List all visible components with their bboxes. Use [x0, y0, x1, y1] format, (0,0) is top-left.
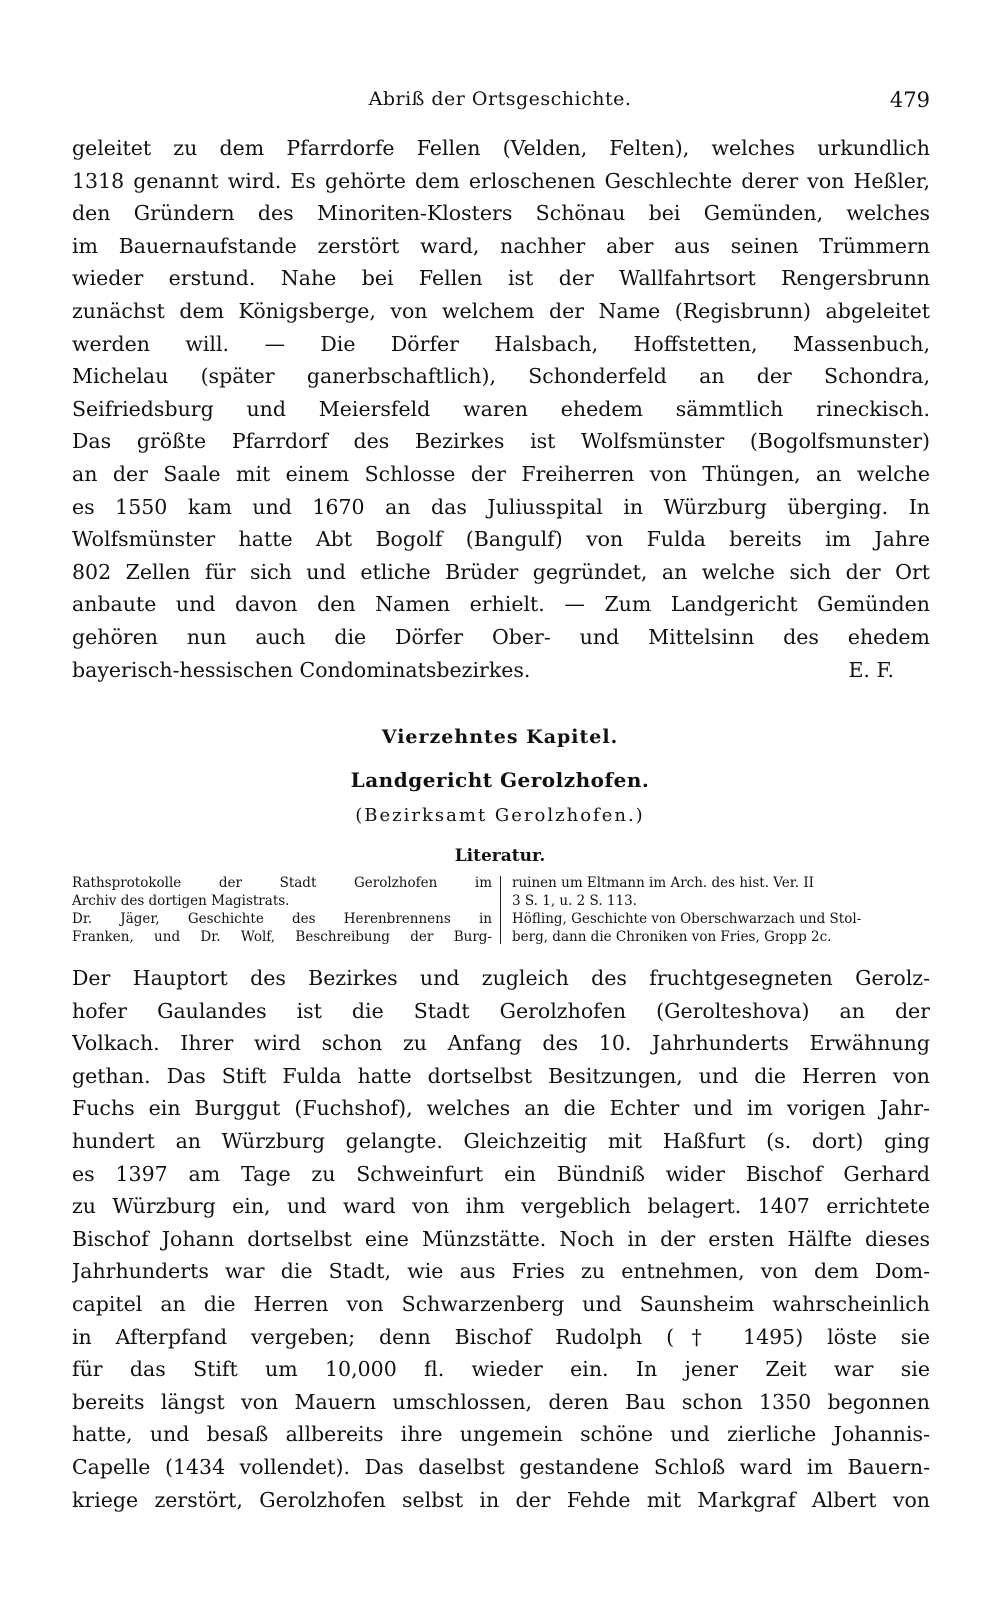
text-line: werden will. — Die Dörfer Halsbach, Hoffstetten, Massenbuch,: [72, 331, 930, 356]
text-line: Der Hauptort des Bezirkes und zugleich des fruchtgesegneten Gerolz-: [72, 966, 930, 990]
text-line: 802 Zellen für sich und etliche Brüder gegründet, an welche sich der Ort: [72, 559, 930, 584]
text-line: zu Würzburg ein, und ward von ihm vergeblich belagert. 1407 errichtete: [72, 1194, 930, 1219]
literature-line: Franken, und Dr. Wolf, Beschreibung der Burg-: [72, 929, 492, 945]
author-initials: E. F.: [848, 657, 894, 682]
text-line: 1318 genannt wird. Es gehörte dem erloschenen Geschlechte derer von Heßler,: [72, 168, 930, 193]
page-header: [70, 88, 930, 118]
literature-line: Archiv des dortigen Magistrats.: [72, 893, 290, 909]
text-line: es 1550 kam und 1670 an das Juliusspital in Würzburg überging. In: [72, 494, 930, 519]
literature-line: 3 S. 1, u. 2 S. 113.: [512, 893, 637, 909]
literature-line: Dr. Jäger, Geschichte des Herenbrennens in: [72, 911, 492, 927]
text-line: Wolfsmünster hatte Abt Bogolf (Bangulf) von Fulda bereits im Jahre: [72, 527, 930, 552]
section-title: Landgericht Gerolzhofen.: [350, 768, 650, 792]
text-line: Volkach. Ihrer wird schon zu Anfang des 10. Jahrhunderts Erwähnung: [72, 1031, 930, 1056]
text-line: in Afterpfand vergeben; denn Bischof Rudolph († 1495) löste sie: [72, 1324, 930, 1349]
text-line: Seifriedsburg und Meiersfeld waren ehedem sämmtlich rineckisch.: [72, 396, 930, 421]
text-line: hatte, und besaß allbereits ihre ungemein schöne und zierliche Johannis-: [72, 1422, 930, 1447]
text-line: gehören nun auch die Dörfer Ober- und Mittelsinn des ehedem: [72, 624, 930, 649]
text-line: im Bauernaufstande zerstört ward, nachher aber aus seinen Trümmern: [72, 233, 930, 258]
literature-column-right: [512, 874, 930, 946]
text-line: Bischof Johann dortselbst eine Münzstätte. Noch in der ersten Hälfte dieses: [72, 1226, 930, 1251]
chapter-title: Vierzehntes Kapitel.: [381, 726, 619, 748]
text-line: an der Saale mit einem Schlosse der Freiherren von Thüngen, an welche: [72, 461, 930, 486]
text-line: hundert an Würzburg gelangte. Gleichzeitig mit Haßfurt (s. dort) ging: [72, 1128, 930, 1153]
text-line: gethan. Das Stift Fulda hatte dortselbst Besitzungen, und die Herren von: [72, 1063, 930, 1088]
text-line: Das größte Pfarrdorf des Bezirkes ist Wolfsmünster (Bogolfsmunster): [72, 429, 930, 454]
paragraph-1: [72, 132, 930, 686]
text-line: wieder erstund. Nahe bei Fellen ist der Wallfahrtsort Rengersbrunn: [72, 266, 930, 291]
literature-line: Höfling, Geschichte von Oberschwarzach und Stol-: [512, 911, 862, 927]
text-line: den Gründern des Minoriten-Klosters Schönau bei Gemünden, welches: [72, 201, 930, 226]
text-line: Fuchs ein Burggut (Fuchshof), welches an die Echter und im vorigen Jahr-: [72, 1096, 930, 1121]
text-line: Capelle (1434 vollendet). Das daselbst gestandene Schloß ward im Bauern-: [72, 1454, 930, 1479]
literature-list: [72, 874, 930, 946]
page-number: 479: [889, 88, 930, 112]
literature-heading: Literatur.: [454, 846, 546, 866]
running-head: Abriß der Ortsgeschichte.: [368, 88, 632, 110]
text-line: für das Stift um 10,000 fl. wieder ein. In jener Zeit war sie: [72, 1357, 930, 1382]
text-line: Michelau (später ganerbschaftlich), Schonderfeld an der Schondra,: [72, 364, 930, 389]
paragraph-2: [72, 962, 930, 1516]
text-line: bayerisch-hessischen Condominatsbezirkes.: [72, 657, 531, 682]
section-subtitle: (Bezirksamt Gerolzhofen.): [355, 805, 645, 826]
column-divider: [500, 876, 501, 944]
text-line: anbaute und davon den Namen erhielt. — Zum Landgericht Gemünden: [72, 592, 930, 617]
text-line: es 1397 am Tage zu Schweinfurt ein Bündniß wider Bischof Gerhard: [72, 1161, 930, 1186]
text-line: geleitet zu dem Pfarrdorfe Fellen (Velden, Felten), welches urkundlich: [72, 136, 930, 160]
text-line: bereits längst von Mauern umschlossen, deren Bau schon 1350 begonnen: [72, 1389, 930, 1414]
text-line: kriege zerstört, Gerolzhofen selbst in der Fehde mit Markgraf Albert von: [72, 1487, 930, 1512]
text-line: Jahrhunderts war die Stadt, wie aus Fries zu entnehmen, von dem Dom-: [72, 1259, 930, 1284]
literature-line: berg, dann die Chroniken von Fries, Gropp 2c.: [512, 929, 832, 945]
text-line: capitel an die Herren von Schwarzenberg und Saunsheim wahrscheinlich: [72, 1291, 930, 1316]
literature-line: ruinen um Eltmann im Arch. des hist. Ver. II: [512, 875, 815, 891]
text-line: zunächst dem Königsberge, von welchem der Name (Regisbrunn) abgeleitet: [72, 298, 930, 323]
paragraph-1-closing-line: [72, 654, 930, 687]
text-line: hofer Gaulandes ist die Stadt Gerolzhofen (Gerolteshova) an der: [72, 998, 930, 1023]
literature-column-left: [72, 874, 492, 946]
literature-line: Rathsprotokolle der Stadt Gerolzhofen im: [72, 875, 492, 891]
